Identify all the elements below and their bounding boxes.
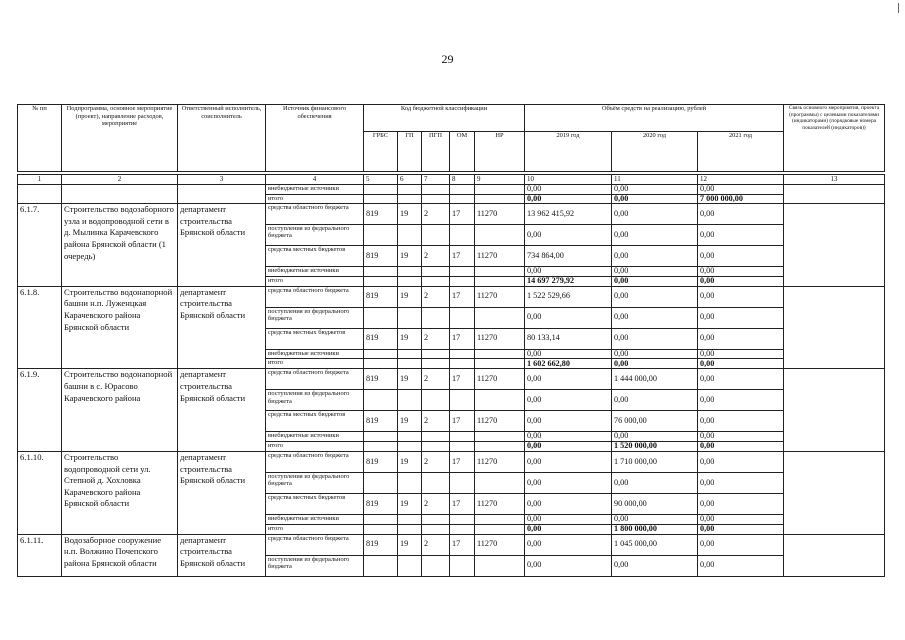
- source-cell: итого: [266, 194, 364, 204]
- amount-2020: 0,00: [612, 514, 698, 524]
- code-nr: [475, 276, 525, 286]
- code-gp: [398, 307, 422, 328]
- code-pgp: [422, 432, 450, 442]
- amount-2021: 0,00: [698, 472, 784, 493]
- code-grbs: [364, 359, 398, 369]
- code-gp: 19: [398, 286, 422, 307]
- code-grbs: 819: [364, 328, 398, 349]
- amount-2019: 0,00: [525, 493, 612, 514]
- col-number: 8: [450, 175, 475, 185]
- total-2021: 7 000 000,00: [698, 194, 784, 204]
- header-2021: 2021 год: [698, 132, 784, 172]
- funding-row: [18, 286, 885, 307]
- scan-edge-mark: [898, 3, 899, 13]
- col-number: 12: [698, 175, 784, 185]
- code-gp: [398, 359, 422, 369]
- total-2021: 0,00: [698, 359, 784, 369]
- amount-2021: 0,00: [698, 369, 784, 390]
- col-number: 3: [178, 175, 266, 185]
- source-cell: итого: [266, 441, 364, 451]
- code-gp: 19: [398, 493, 422, 514]
- code-grbs: [364, 441, 398, 451]
- code-nr: [475, 390, 525, 411]
- code-pgp: [422, 555, 450, 576]
- amount-2019: 0,00: [525, 390, 612, 411]
- item-number: 6.1.8.: [18, 286, 62, 369]
- total-2019: 0,00: [525, 441, 612, 451]
- code-om: 17: [450, 328, 475, 349]
- code-om: [450, 432, 475, 442]
- amount-2020: 0,00: [612, 185, 698, 195]
- header-row-top: [18, 105, 885, 132]
- code-grbs: 819: [364, 286, 398, 307]
- funding-row: [18, 204, 885, 225]
- code-grbs: 819: [364, 534, 398, 555]
- amount-2021: 0,00: [698, 349, 784, 359]
- item-responsible: департамент строительства Брянской области: [178, 369, 266, 452]
- col-number: 1: [18, 175, 62, 185]
- code-om: 17: [450, 411, 475, 432]
- amount-2020: 0,00: [612, 204, 698, 225]
- code-pgp: [422, 359, 450, 369]
- code-gp: [398, 225, 422, 246]
- code-pgp: 2: [422, 286, 450, 307]
- item-name: Строительство водонапорной башни в с. Юрасово Карачевского района: [62, 369, 178, 452]
- item-number: 6.1.7.: [18, 204, 62, 287]
- source-cell: поступления из федерального бюджета: [266, 307, 364, 328]
- code-gp: [398, 441, 422, 451]
- code-nr: [475, 472, 525, 493]
- code-pgp: [422, 307, 450, 328]
- code-pgp: [422, 524, 450, 534]
- amount-2021: 0,00: [698, 411, 784, 432]
- total-2019: 1 602 662,80: [525, 359, 612, 369]
- amount-2019: 0,00: [525, 514, 612, 524]
- code-nr: 11270: [475, 369, 525, 390]
- code-grbs: 819: [364, 369, 398, 390]
- amount-2020: 1 710 000,00: [612, 451, 698, 472]
- code-nr: 11270: [475, 286, 525, 307]
- col-number: 9: [475, 175, 525, 185]
- code-gp: 19: [398, 411, 422, 432]
- source-cell: внебюджетные источники: [266, 185, 364, 195]
- code-nr: 11270: [475, 246, 525, 267]
- code-pgp: 2: [422, 204, 450, 225]
- code-om: [450, 359, 475, 369]
- item-name: Строительство водопроводной сети ул. Степной д. Хохловка Карачевского района Брянской области: [62, 451, 178, 534]
- code-gp: 19: [398, 534, 422, 555]
- code-nr: 11270: [475, 328, 525, 349]
- item-responsible: департамент строительства Брянской области: [178, 451, 266, 534]
- item-responsible: департамент строительства Брянской области: [178, 204, 266, 287]
- amount-2020: 0,00: [612, 349, 698, 359]
- code-om: [450, 225, 475, 246]
- code-gp: [398, 514, 422, 524]
- amount-2020: 0,00: [612, 267, 698, 277]
- source-cell: средства местных бюджетов: [266, 328, 364, 349]
- code-grbs: 819: [364, 246, 398, 267]
- code-om: [450, 276, 475, 286]
- source-cell: средства местных бюджетов: [266, 411, 364, 432]
- code-nr: 11270: [475, 204, 525, 225]
- code-nr: [475, 555, 525, 576]
- amount-2020: 90 000,00: [612, 493, 698, 514]
- total-2020: 0,00: [612, 359, 698, 369]
- total-2021: 0,00: [698, 441, 784, 451]
- code-pgp: [422, 267, 450, 277]
- code-grbs: [364, 267, 398, 277]
- code-om: 17: [450, 493, 475, 514]
- code-pgp: 2: [422, 451, 450, 472]
- code-grbs: [364, 524, 398, 534]
- code-om: [450, 524, 475, 534]
- amount-2021: 0,00: [698, 225, 784, 246]
- code-om: [450, 555, 475, 576]
- amount-2019: 0,00: [525, 369, 612, 390]
- amount-2019: 80 133,14: [525, 328, 612, 349]
- code-pgp: [422, 349, 450, 359]
- col-number: 6: [398, 175, 422, 185]
- code-nr: [475, 349, 525, 359]
- amount-2019: 0,00: [525, 472, 612, 493]
- total-2020: 0,00: [612, 276, 698, 286]
- amount-2020: 1 045 000,00: [612, 534, 698, 555]
- code-pgp: 2: [422, 369, 450, 390]
- carryover-row: [18, 185, 885, 195]
- source-cell: внебюджетные источники: [266, 267, 364, 277]
- col-number: 7: [422, 175, 450, 185]
- code-nr: [475, 514, 525, 524]
- item-name: Водозаборное сооружение н.п. Волжино Почепского района Брянской области: [62, 534, 178, 576]
- carryover-resp: [178, 185, 266, 204]
- code-pgp: [422, 472, 450, 493]
- header-volume: Объём средств на реализацию, рублей: [525, 105, 784, 132]
- code-nr: [475, 524, 525, 534]
- code-nr: 11270: [475, 493, 525, 514]
- code-om: [450, 472, 475, 493]
- page-number: 29: [441, 52, 454, 66]
- code-om: [450, 390, 475, 411]
- source-cell: средства областного бюджета: [266, 369, 364, 390]
- amount-2021: 0,00: [698, 286, 784, 307]
- amount-2021: 0,00: [698, 432, 784, 442]
- source-cell: поступления из федерального бюджета: [266, 555, 364, 576]
- code-nr: [475, 432, 525, 442]
- funding-row: [18, 369, 885, 390]
- code-gp: [398, 555, 422, 576]
- amount-2019: 0,00: [525, 185, 612, 195]
- code-grbs: [364, 349, 398, 359]
- total-2020: 1 800 000,00: [612, 524, 698, 534]
- code-grbs: [364, 555, 398, 576]
- amount-2020: 0,00: [612, 307, 698, 328]
- header-2019: 2019 год: [525, 132, 612, 172]
- code-gp: [398, 432, 422, 442]
- code-gp: 19: [398, 451, 422, 472]
- source-cell: внебюджетные источники: [266, 349, 364, 359]
- amount-2019: 0,00: [525, 411, 612, 432]
- code-nr: 11270: [475, 451, 525, 472]
- total-2021: 0,00: [698, 276, 784, 286]
- amount-2020: 0,00: [612, 432, 698, 442]
- header-sources: Источник финансового обеспечения: [266, 105, 364, 172]
- code-grbs: 819: [364, 411, 398, 432]
- amount-2020: 0,00: [612, 328, 698, 349]
- code-om: 17: [450, 204, 475, 225]
- header-responsible: Ответственный исполнитель, соисполнитель: [178, 105, 266, 172]
- code-nr: 11270: [475, 534, 525, 555]
- amount-2019: 0,00: [525, 349, 612, 359]
- amount-2021: 0,00: [698, 185, 784, 195]
- source-cell: средства местных бюджетов: [266, 246, 364, 267]
- code-gp: 19: [398, 246, 422, 267]
- code-om: 17: [450, 451, 475, 472]
- col-number: 2: [62, 175, 178, 185]
- source-cell: итого: [266, 359, 364, 369]
- amount-2021: 0,00: [698, 328, 784, 349]
- funding-row: [18, 451, 885, 472]
- item-link: [784, 204, 885, 287]
- source-cell: поступления из федерального бюджета: [266, 390, 364, 411]
- code-gp: [398, 472, 422, 493]
- amount-2019: 1 522 529,66: [525, 286, 612, 307]
- code-nr: [475, 307, 525, 328]
- code-pgp: [422, 441, 450, 451]
- amount-2021: 0,00: [698, 493, 784, 514]
- code-om: [450, 307, 475, 328]
- code-nr: [475, 267, 525, 277]
- amount-2019: 0,00: [525, 555, 612, 576]
- item-responsible: департамент строительства Брянской области: [178, 534, 266, 576]
- header-budget-code: Код бюджетной классификации: [364, 105, 525, 132]
- code-grbs: [364, 307, 398, 328]
- header-gp: ГП: [398, 132, 422, 172]
- code-pgp: 2: [422, 246, 450, 267]
- code-grbs: [364, 432, 398, 442]
- code-gp: [398, 267, 422, 277]
- code-pgp: 2: [422, 493, 450, 514]
- code-pgp: [422, 514, 450, 524]
- source-cell: поступления из федерального бюджета: [266, 472, 364, 493]
- amount-2021: 0,00: [698, 451, 784, 472]
- item-link: [784, 286, 885, 369]
- amount-2021: 0,00: [698, 267, 784, 277]
- amount-2021: 0,00: [698, 555, 784, 576]
- code-grbs: [364, 514, 398, 524]
- amount-2021: 0,00: [698, 204, 784, 225]
- code-grbs: [364, 225, 398, 246]
- item-name: Строительство водонапорной башни н.п. Луженцкая Карачевского района Брянской области: [62, 286, 178, 369]
- amount-2019: 0,00: [525, 432, 612, 442]
- total-2020: 0,00: [612, 194, 698, 204]
- code-grbs: [364, 390, 398, 411]
- amount-2020: 76 000,00: [612, 411, 698, 432]
- code-pgp: 2: [422, 534, 450, 555]
- col-number: 4: [266, 175, 364, 185]
- code-nr: [475, 359, 525, 369]
- amount-2020: 0,00: [612, 555, 698, 576]
- item-number: 6.1.9.: [18, 369, 62, 452]
- code-pgp: [422, 390, 450, 411]
- code-om: [450, 267, 475, 277]
- budget-table: [17, 104, 885, 577]
- col-number: 5: [364, 175, 398, 185]
- total-2019: 0,00: [525, 194, 612, 204]
- header-nr: НР: [475, 132, 525, 172]
- header-grbs: ГРБС: [364, 132, 398, 172]
- code-gp: 19: [398, 328, 422, 349]
- code-grbs: 819: [364, 451, 398, 472]
- amount-2021: 0,00: [698, 246, 784, 267]
- col-number: 13: [784, 175, 885, 185]
- code-nr: [475, 441, 525, 451]
- header-om: ОМ: [450, 132, 475, 172]
- header-2020: 2020 год: [612, 132, 698, 172]
- amount-2020: 0,00: [612, 246, 698, 267]
- amount-2019: 13 962 415,92: [525, 204, 612, 225]
- amount-2021: 0,00: [698, 514, 784, 524]
- item-link: [784, 451, 885, 534]
- header-subprogram: Подпрограмма, основное мероприятие (проект), направление расходов, мероприятие: [62, 105, 178, 172]
- amount-2019: 0,00: [525, 451, 612, 472]
- source-cell: средства областного бюджета: [266, 534, 364, 555]
- amount-2020: 0,00: [612, 390, 698, 411]
- total-2021: 0,00: [698, 524, 784, 534]
- amount-2021: 0,00: [698, 534, 784, 555]
- amount-2020: 1 444 000,00: [612, 369, 698, 390]
- source-cell: средства областного бюджета: [266, 204, 364, 225]
- code-om: [450, 514, 475, 524]
- amount-2020: 0,00: [612, 225, 698, 246]
- funding-row: [18, 534, 885, 555]
- code-gp: 19: [398, 369, 422, 390]
- code-grbs: 819: [364, 493, 398, 514]
- code-om: [450, 349, 475, 359]
- code-gp: [398, 524, 422, 534]
- col-number: 10: [525, 175, 612, 185]
- code-grbs: [364, 472, 398, 493]
- amount-2019: 734 864,00: [525, 246, 612, 267]
- header-pgp: ПГП: [422, 132, 450, 172]
- amount-2020: 0,00: [612, 472, 698, 493]
- carryover-link: [784, 185, 885, 204]
- column-number-row: [18, 175, 885, 185]
- source-cell: средства областного бюджета: [266, 451, 364, 472]
- amount-2019: 0,00: [525, 225, 612, 246]
- code-pgp: [422, 276, 450, 286]
- amount-2021: 0,00: [698, 307, 784, 328]
- code-pgp: 2: [422, 411, 450, 432]
- code-om: 17: [450, 286, 475, 307]
- source-cell: внебюджетные источники: [266, 432, 364, 442]
- header-link: Связь основного мероприятия, проекта (программы) с целевыми показателями (индикаторами) (порядковые номера показателей (индикаторов)): [784, 105, 885, 172]
- code-om: 17: [450, 246, 475, 267]
- item-number: 6.1.11.: [18, 534, 62, 576]
- code-gp: [398, 276, 422, 286]
- code-gp: [398, 390, 422, 411]
- item-link: [784, 534, 885, 576]
- code-nr: [475, 225, 525, 246]
- source-cell: средства местных бюджетов: [266, 493, 364, 514]
- total-2020: 1 520 000,00: [612, 441, 698, 451]
- code-gp: [398, 349, 422, 359]
- code-om: 17: [450, 369, 475, 390]
- header-no: № пп: [18, 105, 62, 172]
- code-pgp: [422, 225, 450, 246]
- source-cell: внебюджетные источники: [266, 514, 364, 524]
- amount-2021: 0,00: [698, 390, 784, 411]
- item-name: Строительство водозаборного узла и водопроводной сети в д. Мылинка Карачевского района Брянской области (1 очередь): [62, 204, 178, 287]
- item-responsible: департамент строительства Брянской области: [178, 286, 266, 369]
- amount-2019: 0,00: [525, 307, 612, 328]
- amount-2019: 0,00: [525, 534, 612, 555]
- carryover-name: [62, 185, 178, 204]
- total-2019: 14 697 279,92: [525, 276, 612, 286]
- code-gp: 19: [398, 204, 422, 225]
- item-number: 6.1.10.: [18, 451, 62, 534]
- source-cell: средства областного бюджета: [266, 286, 364, 307]
- carryover-no: [18, 185, 62, 204]
- amount-2019: 0,00: [525, 267, 612, 277]
- code-pgp: 2: [422, 328, 450, 349]
- source-cell: поступления из федерального бюджета: [266, 225, 364, 246]
- code-grbs: [364, 276, 398, 286]
- code-nr: 11270: [475, 411, 525, 432]
- amount-2020: 0,00: [612, 286, 698, 307]
- code-om: 17: [450, 534, 475, 555]
- total-2019: 0,00: [525, 524, 612, 534]
- source-cell: итого: [266, 276, 364, 286]
- source-cell: итого: [266, 524, 364, 534]
- code-om: [450, 441, 475, 451]
- col-number: 11: [612, 175, 698, 185]
- code-grbs: 819: [364, 204, 398, 225]
- item-link: [784, 369, 885, 452]
